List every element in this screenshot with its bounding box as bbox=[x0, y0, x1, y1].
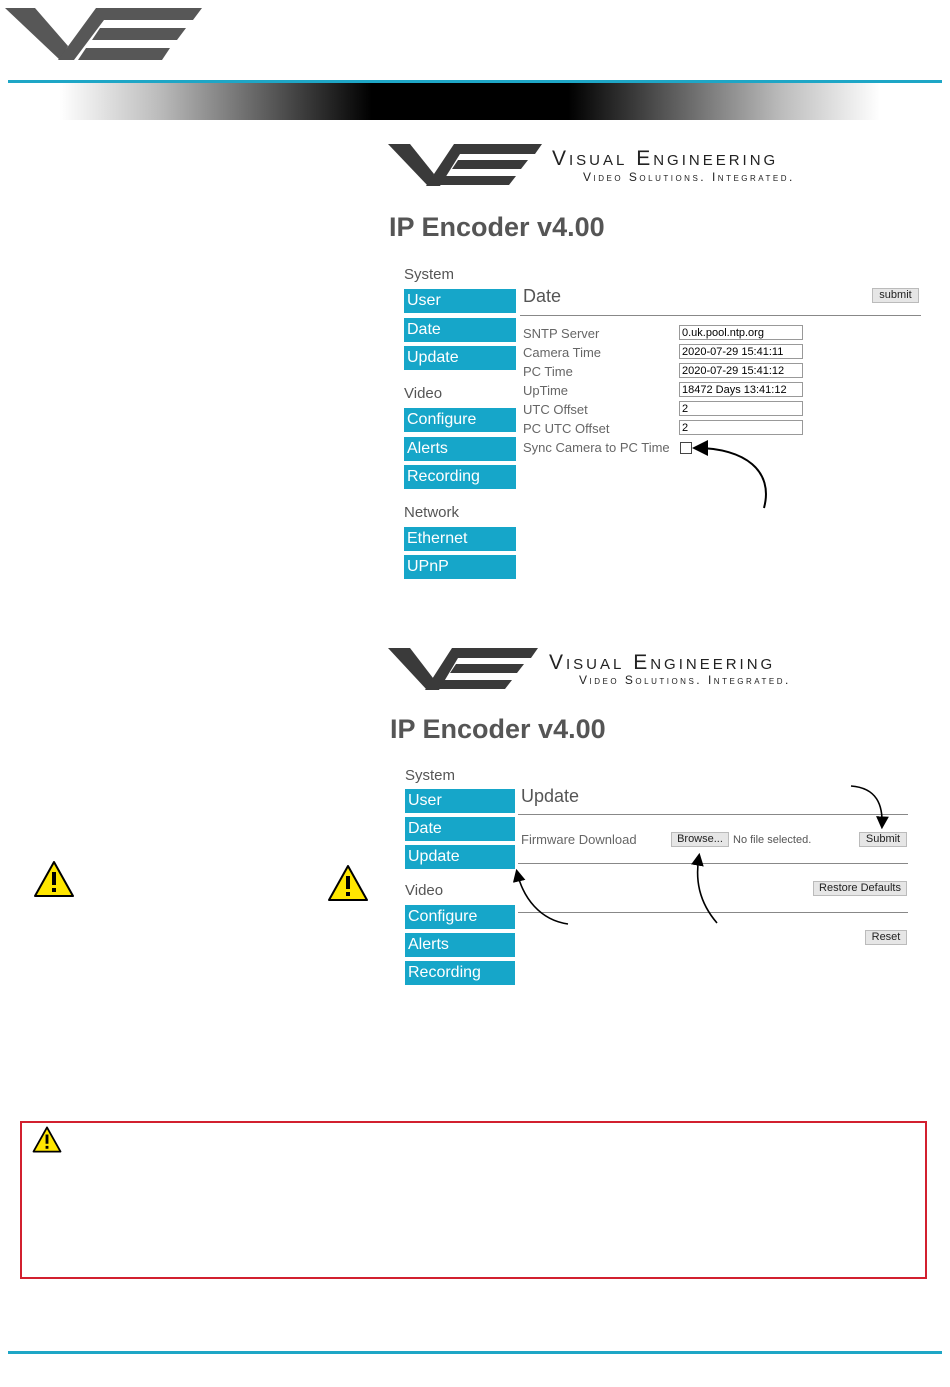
screen1-nav-group-system: System bbox=[404, 266, 455, 283]
screen1-nav-group-network: Network bbox=[404, 504, 460, 521]
reset-button[interactable]: Reset bbox=[865, 930, 907, 945]
sntp-server-label: SNTP Server bbox=[523, 326, 600, 341]
camera-time-input[interactable]: 2020-07-29 15:41:11 bbox=[679, 344, 803, 359]
screen1-submit-button[interactable]: submit bbox=[872, 288, 919, 303]
uptime-input[interactable]: 18472 Days 13:41:12 bbox=[679, 382, 803, 397]
callout-arrow-icon bbox=[690, 436, 780, 512]
screen1-nav-configure[interactable]: Configure bbox=[404, 408, 516, 432]
header-gradient-band bbox=[60, 83, 880, 120]
utc-offset-label: UTC Offset bbox=[523, 402, 588, 417]
footer-rule bbox=[8, 1351, 942, 1354]
pc-utc-offset-input[interactable]: 2 bbox=[679, 420, 803, 435]
screen1-brand-name: Visual Engineering bbox=[552, 147, 779, 170]
screen2-nav-recording[interactable]: Recording bbox=[405, 961, 515, 985]
utc-offset-input[interactable]: 2 bbox=[679, 401, 803, 416]
screen2-nav-group-system: System bbox=[405, 767, 456, 784]
screen1-nav-upnp[interactable]: UPnP bbox=[404, 555, 516, 579]
pc-utc-offset-label: PC UTC Offset bbox=[523, 421, 610, 436]
camera-time-label: Camera Time bbox=[523, 345, 602, 360]
screen2-nav-user[interactable]: User bbox=[405, 789, 515, 813]
screen2-ve-logo bbox=[388, 644, 544, 694]
company-logo bbox=[0, 0, 210, 70]
pc-time-label: PC Time bbox=[523, 364, 573, 379]
screen1-nav-alerts[interactable]: Alerts bbox=[404, 437, 516, 461]
screen2-app-title: IP Encoder v4.00 bbox=[390, 714, 606, 744]
sntp-server-input[interactable]: 0.uk.pool.ntp.org bbox=[679, 325, 803, 340]
screen1-nav-group-video: Video bbox=[404, 385, 443, 402]
warning-note-box bbox=[20, 1121, 927, 1279]
screen2-brand-tagline: Video Solutions. Integrated. bbox=[579, 673, 791, 687]
screen2-section-title: Update bbox=[521, 786, 580, 806]
screen1-brand-tagline: Video Solutions. Integrated. bbox=[583, 170, 795, 184]
screen2-nav-group-video: Video bbox=[405, 882, 444, 899]
screen2-brand-name: Visual Engineering bbox=[549, 651, 776, 674]
screen1-nav-ethernet[interactable]: Ethernet bbox=[404, 527, 516, 551]
warning-icon bbox=[33, 860, 75, 898]
screen2-submit-button[interactable]: Submit bbox=[859, 832, 907, 847]
screen1-divider bbox=[520, 315, 921, 316]
sync-camera-label: Sync Camera to PC Time bbox=[523, 440, 670, 455]
screen2-nav-alerts[interactable]: Alerts bbox=[405, 933, 515, 957]
pc-time-input[interactable]: 2020-07-29 15:41:12 bbox=[679, 363, 803, 378]
screen1-section-title: Date bbox=[523, 286, 562, 306]
restore-defaults-button[interactable]: Restore Defaults bbox=[813, 881, 907, 896]
uptime-label: UpTime bbox=[523, 383, 569, 398]
browse-button[interactable]: Browse... bbox=[671, 832, 729, 847]
screen1-nav-recording[interactable]: Recording bbox=[404, 465, 516, 489]
file-status-text: No file selected. bbox=[733, 834, 812, 846]
screen1-nav-date[interactable]: Date bbox=[404, 318, 516, 342]
screen1-nav-user[interactable]: User bbox=[404, 289, 516, 313]
screen2-nav-date[interactable]: Date bbox=[405, 817, 515, 841]
callout-arrows-icon bbox=[505, 780, 905, 930]
screen2-nav-configure[interactable]: Configure bbox=[405, 905, 515, 929]
screen2-nav-update[interactable]: Update bbox=[405, 845, 515, 869]
firmware-download-label: Firmware Download bbox=[521, 832, 637, 847]
screen1-app-title: IP Encoder v4.00 bbox=[389, 212, 605, 242]
warning-icon bbox=[32, 1126, 62, 1153]
warning-icon bbox=[327, 864, 369, 902]
screen1-ve-logo bbox=[388, 140, 548, 190]
screen1-nav-update[interactable]: Update bbox=[404, 346, 516, 370]
